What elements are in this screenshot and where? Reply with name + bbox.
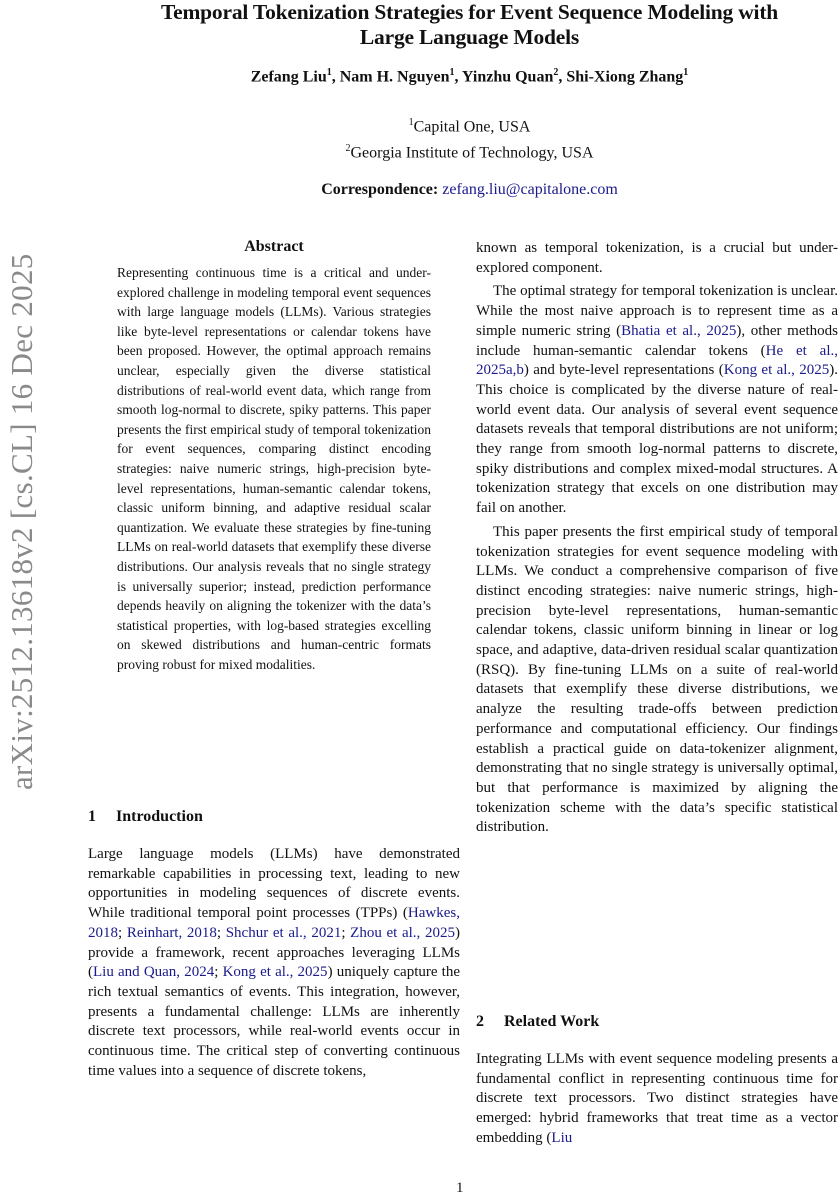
- correspondence: [100, 181, 839, 199]
- page-number: 1: [456, 1180, 464, 1196]
- text-run: ) provide a framework, recent approaches leveraging LLMs (: [88, 924, 460, 981]
- text-run: Large language models (LLMs) have demonstrated remarkable capabilities in processing text, leading to new opportunities in modeling sequences of discrete events. While traditional temporal point processes (TPPs) (: [88, 846, 460, 922]
- author-list: Zefang Liu$^1$, Nam H. Nguyen$^1$, Yinzhu Quan$^2$, Shi-Xiong Zhang$^1$: [250, 67, 689, 86]
- abstract-body: Representing continuous time is a critical and under-explored challenge in modeling temporal event sequences with large language models (LLMs). Various strategies like byte-level representations or calendar tokens have been proposed. However, the optimal approach remains unclear, especially given the diverse statistical distributions of real-world event data, which range from smooth log-normal to discrete, spiky patterns. This paper presents the first empirical study of temporal tokenization for event sequences, comparing distinct encoding strategies: naive numeric strings, high-precision byte-level representations, human-semantic calendar tokens, classic uniform binning, and adaptive residual scalar quantization. We evaluate these strategies by fine-tuning LLMs on real-world datasets that exemplify these diverse distributions. Our analysis reveals that no single strategy is universally superior; instead, prediction performance depends heavily on aligning the tokenizer with the data’s statistical properties, with log-based strategies excelling on skewed distributions and human-centric formats proving robust for mixed modalities.: [117, 265, 431, 672]
- affil-number: 2: [345, 143, 351, 155]
- citation-link[interactable]: Liu and Quan, 2024: [93, 964, 215, 981]
- author-affil-mark: 1: [683, 67, 689, 78]
- citation-link[interactable]: Liu: [551, 1129, 573, 1146]
- author-name: Zefang Liu: [250, 68, 327, 86]
- correspondence-email-link[interactable]: zefang.liu@capitalone.com: [442, 181, 618, 198]
- intro-paragraph-3: This paper presents the first empirical study of temporal tokenization strategies for event sequence modeling with LLMs. We conduct a comprehensive comparison of five distinct encoding strategies: naive numeric strings, high-precision byte-level representations, human-semantic calendar tokens, classic uniform binning in linear or log space, and adaptive, data-driven residual scalar quantization (RSQ). By fine-tuning LLMs on a suite of real-world datasets that exemplify these diverse distributions, we analyze the resulting trade-offs between prediction performance and computational efficiency. Our findings establish a practical guide on data-tokenizer alignment, demonstrating that no single strategy is universally optimal, but that performance is maximized by aligning the tokenization scheme with the data’s specific statistical distribution.: [476, 523, 838, 836]
- section-heading-introduction: [88, 808, 203, 826]
- section-heading-related-work: [476, 1013, 599, 1031]
- text-run: The optimal strategy for temporal tokenization is unclear. While the most naive approach is to represent time as a simple numeric string (: [476, 283, 838, 339]
- author-affil-mark: 1: [326, 67, 332, 78]
- paper-title: [100, 0, 839, 50]
- affil-name: Capital One, USA: [413, 118, 531, 136]
- section-title: Related Work: [504, 1013, 600, 1030]
- intro-paragraph-1-end: known as temporal tokenization, is a crucial but under-explored component.: [476, 240, 838, 276]
- title-line-2: Large Language Models: [359, 25, 580, 49]
- citation-link[interactable]: Hawkes, 2018: [88, 905, 460, 941]
- affil-number: 1: [408, 117, 414, 128]
- affil-name: Georgia Institute of Technology, USA: [350, 144, 594, 162]
- affiliation: [100, 138, 839, 164]
- intro-paragraph-2: [476, 282, 838, 518]
- citation-link[interactable]: Shchur et al., 2021: [225, 924, 342, 941]
- section-number: 1: [88, 808, 96, 825]
- title-line-1: Temporal Tokenization Strategies for Event Sequence Modeling with: [160, 0, 779, 24]
- correspondence-label: Correspondence:: [321, 181, 439, 198]
- author-affil-mark: 2: [553, 67, 559, 78]
- citation-link[interactable]: Kong et al., 2025: [723, 362, 830, 379]
- citation-link[interactable]: Zhou et al., 2025: [350, 924, 455, 941]
- section-number: 2: [476, 1013, 484, 1030]
- text-run: ) uniquely capture the rich textual semantics of events. This integration, however, presents a fundamental challenge: LLMs are inherently discrete text processors, while real-world events occur in continuous time. The critical step of converting continuous time values into a sequence of discrete tokens,: [88, 964, 461, 1079]
- text-run: ) and byte-level representations (: [523, 362, 724, 379]
- author-name: Shi-Xiong Zhang: [566, 68, 684, 86]
- author-affil-mark: 1: [449, 67, 455, 78]
- intro-paragraph-1: Large language models (LLMs) have demonstrated remarkable capabilities in processing text, leading to new opportunities in modeling sequences of discrete events. While traditional temporal point processes (TPPs) (Hawkes, 2018; Reinhart, 2018; Shchur et al., 2021; Zhou et al., 2025) provide a framework, recent approaches leveraging LLMs (Liu and Quan, 2024; Kong et al., 2025) uniquely capture the rich textual semantics of events. This integration, however, presents a fundamental challenge: LLMs are inherently discrete text processors, while real-world events occur in continuous time. The critical step of converting continuous time values into a sequence of discrete tokens,: [88, 846, 461, 1079]
- text-run: Integrating LLMs with event sequence modeling presents a fundamental conflict in representing continuous time for discrete text processors. Two distinct strategies have emerged: hybrid frameworks that treat time as a vector embedding (: [476, 1051, 838, 1146]
- citation-link[interactable]: He et al., 2025a,b: [476, 342, 838, 379]
- text-run: ), other methods include human-semantic calendar tokens (: [476, 322, 838, 359]
- section-title: Introduction: [116, 808, 203, 825]
- affiliations: [100, 112, 839, 165]
- text-run: ). This choice is complicated by the diverse nature of real-world event data. Our analysis of several event sequence datasets reveals that temporal distributions are not uniform; they range from smooth log-normal patterns to discrete, spiky distributions and complex mixed-modal structures. A tokenization strategy that excels on one distribution may fail on another.: [476, 362, 839, 517]
- related-work-paragraph-1: [476, 1050, 838, 1149]
- citation-link[interactable]: Bhatia et al., 2025: [621, 322, 737, 339]
- citation-link[interactable]: Reinhart, 2018: [126, 924, 217, 941]
- abstract-heading: Abstract: [244, 238, 304, 255]
- citation-link[interactable]: Kong et al., 2025: [222, 964, 328, 981]
- arxiv-stamp: arXiv:2512.13618v2 [cs.CL] 16 Dec 2025: [4, 253, 39, 790]
- affiliation: [100, 112, 839, 138]
- author-name: Yinzhu Quan: [461, 68, 554, 86]
- intro-continuation: [476, 239, 838, 838]
- author-name: Nam H. Nguyen: [339, 68, 450, 86]
